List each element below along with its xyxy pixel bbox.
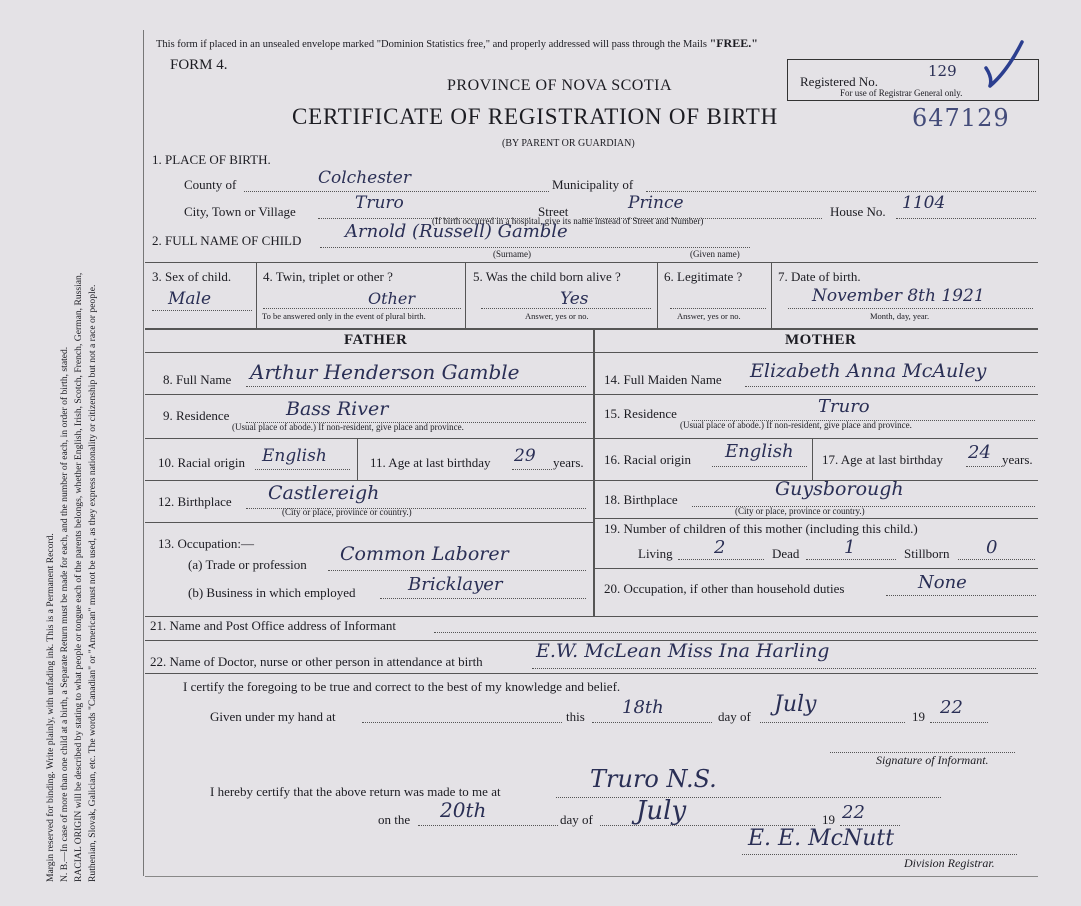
- mother-occupation-value: None: [918, 572, 967, 593]
- mother-birthplace-value: Guysborough: [775, 478, 904, 500]
- stamp-number: 647129: [912, 104, 1010, 132]
- mother-name-value: Elizabeth Anna McAuley: [750, 360, 987, 382]
- registered-value: 129: [928, 62, 957, 80]
- father-birthplace-value: Castlereigh: [268, 482, 380, 504]
- mother-racial-label: 16. Racial origin: [604, 452, 692, 467]
- margin-note-4: Ruthenian, Slovak, Galician, etc. The words "Canadian" or "American" must not be used, as they express nationality or citizenship but not a race or people.: [87, 284, 98, 882]
- dead-label: Dead: [772, 546, 800, 561]
- county-label: County of: [184, 177, 237, 192]
- living-value: 2: [714, 537, 726, 558]
- margin-note-3: RACIAL ORIGIN will be described by stating to what people or tongue each of the parents belongs, whether English, Irish, Scotch, French, German, Russian,: [73, 272, 84, 882]
- registrar-on-the-label: on the: [378, 812, 411, 827]
- father-birthplace-label: 12. Birthplace: [158, 494, 232, 509]
- house-label: House No.: [830, 204, 886, 219]
- house-value: 1104: [902, 193, 946, 213]
- doctor-label: 22. Name of Doctor, nurse or other person in attendance at birth: [150, 654, 483, 669]
- mother-birthplace-label: 18. Birthplace: [604, 492, 678, 507]
- alive-note: Answer, yes or no.: [525, 311, 589, 321]
- dead-value: 1: [844, 537, 856, 558]
- given-day-of-label: day of: [718, 709, 751, 724]
- informant-certify-text: I certify the foregoing to be true and correct to the best of my knowledge and belief.: [183, 679, 621, 694]
- street-value: Prince: [628, 193, 684, 213]
- city-value: Truro: [355, 193, 404, 213]
- given-day-value: 18th: [622, 697, 664, 718]
- father-age-label: 11. Age at last birthday: [370, 455, 491, 470]
- form-number: FORM 4.: [170, 57, 228, 73]
- registrar-place-value: Truro N.S.: [590, 765, 717, 793]
- surname-note: (Surname): [493, 249, 531, 259]
- free-label: "FREE.": [709, 36, 758, 50]
- mother-racial-value: English: [725, 441, 794, 462]
- mother-age-years: years.: [1002, 452, 1033, 467]
- father-residence-note: (Usual place of abode.) If non-resident, give place and province.: [232, 422, 464, 432]
- sex-label: 3. Sex of child.: [152, 269, 232, 284]
- alive-value: Yes: [560, 289, 589, 309]
- registrar-note: For use of Registrar General only.: [840, 88, 963, 98]
- certificate-title: CERTIFICATE OF REGISTRATION OF BIRTH: [292, 104, 779, 129]
- doctor-value: E.W. McLean Miss Ina Harling: [536, 640, 830, 662]
- blue-check-mark: [976, 40, 1026, 90]
- father-name-label: 8. Full Name: [163, 372, 232, 387]
- county-value: Colchester: [318, 168, 411, 188]
- father-age-value: 29: [514, 446, 536, 466]
- given-year-prefix: 19: [912, 709, 925, 724]
- place-section-label: 1. PLACE OF BIRTH.: [152, 152, 271, 167]
- mother-heading: MOTHER: [785, 332, 857, 348]
- registrar-certify-text: I hereby certify that the above return was made to me at: [210, 784, 501, 799]
- mother-occupation-label: 20. Occupation, if other than household duties: [604, 581, 845, 596]
- alive-label: 5. Was the child born alive ?: [473, 269, 621, 284]
- child-name-value: Arnold (Russell) Gamble: [345, 221, 568, 242]
- street-label: Street: [538, 204, 569, 219]
- given-month-value: July: [774, 692, 817, 717]
- mother-age-value: 24: [968, 442, 991, 463]
- twin-note: To be answered only in the event of plural birth.: [262, 311, 426, 321]
- father-trade-label: (a) Trade or profession: [188, 557, 307, 572]
- mother-name-label: 14. Full Maiden Name: [604, 372, 722, 387]
- given-name-note: (Given name): [690, 249, 740, 259]
- father-age-years: years.: [553, 455, 584, 470]
- informant-signature-label: Signature of Informant.: [876, 753, 989, 767]
- legitimate-label: 6. Legitimate ?: [664, 269, 743, 284]
- mother-residence-note: (Usual place of abode.) If non-resident, give place and province.: [680, 420, 912, 430]
- father-name-value: Arthur Henderson Gamble: [250, 360, 520, 384]
- certificate-subtitle: (BY PARENT OR GUARDIAN): [502, 138, 635, 149]
- living-label: Living: [638, 546, 673, 561]
- father-occupation-label: 13. Occupation:—: [158, 536, 255, 551]
- father-residence-value: Bass River: [286, 398, 389, 420]
- registrar-day-of-label: day of: [560, 812, 593, 827]
- father-business-label: (b) Business in which employed: [188, 585, 356, 600]
- father-residence-label: 9. Residence: [163, 408, 230, 423]
- municipality-label: Municipality of: [552, 177, 634, 192]
- child-name-label: 2. FULL NAME OF CHILD: [152, 233, 302, 248]
- given-under-label: Given under my hand at: [210, 709, 336, 724]
- mail-notice: This form if placed in an unsealed envelope marked "Dominion Statistics free," and properly addressed will pass through the Mails "FREE.": [156, 36, 758, 50]
- dob-value: November 8th 1921: [812, 286, 985, 306]
- margin-note-2: N. B.—In case of more than one child at a birth, a Separate Return must be made for each, and the number of each, in order of birth, stated.: [59, 346, 70, 882]
- father-business-value: Bricklayer: [408, 574, 503, 595]
- dob-label: 7. Date of birth.: [778, 269, 861, 284]
- sex-value: Male: [168, 289, 212, 309]
- mother-residence-value: Truro: [818, 396, 870, 417]
- registrar-day-value: 20th: [440, 798, 487, 822]
- city-label: City, Town or Village: [184, 204, 296, 219]
- given-year-value: 22: [940, 697, 963, 718]
- twin-label: 4. Twin, triplet or other ?: [263, 269, 393, 284]
- margin-note-1: Margin reserved for binding. Write plainly, with unfading ink. This is a Permanent Record.: [45, 533, 56, 882]
- registered-label: Registered No.: [800, 74, 878, 89]
- registrar-year-prefix: 19: [822, 812, 835, 827]
- father-trade-value: Common Laborer: [340, 543, 509, 565]
- province-title: PROVINCE OF NOVA SCOTIA: [447, 77, 673, 94]
- mother-birthplace-note: (City or place, province or country.): [735, 506, 865, 516]
- father-birthplace-note: (City or place, province or country.): [282, 507, 412, 517]
- father-racial-label: 10. Racial origin: [158, 455, 246, 470]
- mother-children-label: 19. Number of children of this mother (including this child.): [604, 521, 918, 536]
- father-heading: FATHER: [344, 332, 408, 348]
- registrar-signature-value: E. E. McNutt: [748, 826, 895, 851]
- stillborn-label: Stillborn: [904, 546, 950, 561]
- margin-line: [143, 30, 144, 876]
- registrar-month-value: July: [636, 796, 687, 826]
- hospital-note: (If birth occurred in a hospital, give its name instead of Street and Number): [432, 216, 704, 226]
- father-racial-value: English: [262, 446, 327, 466]
- twin-value: Other: [368, 289, 415, 308]
- registrar-signature-label: Division Registrar.: [904, 856, 995, 870]
- given-this-label: this: [566, 709, 585, 724]
- legitimate-note: Answer, yes or no.: [677, 311, 741, 321]
- margin-notes: [44, 62, 100, 882]
- mother-residence-label: 15. Residence: [604, 406, 677, 421]
- registrar-year-value: 22: [842, 802, 865, 823]
- stillborn-value: 0: [986, 537, 998, 558]
- informant-label: 21. Name and Post Office address of Informant: [150, 618, 396, 633]
- mother-age-label: 17. Age at last birthday: [822, 452, 943, 467]
- dob-note: Month, day, year.: [870, 311, 930, 321]
